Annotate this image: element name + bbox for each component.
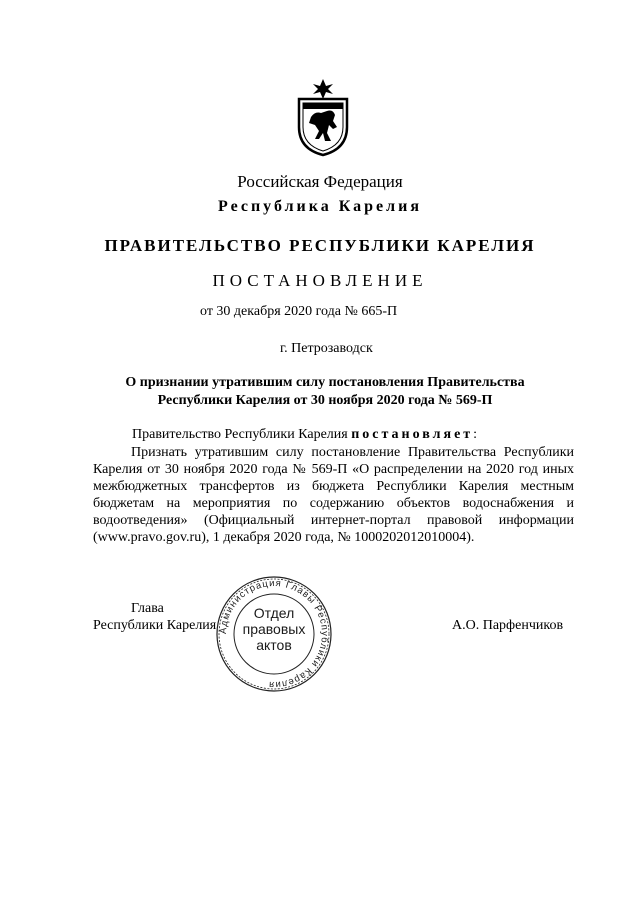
document-title-line1: О признании утратившим силу постановления Правительства xyxy=(125,375,525,390)
karelia-coat-of-arms-icon xyxy=(293,77,353,157)
signatory-title-line1: Глава xyxy=(131,601,164,616)
signatory-title-line2: Республики Карелия xyxy=(93,618,217,633)
document-title xyxy=(120,374,530,410)
government-name: ПРАВИТЕЛЬСТВО РЕСПУБЛИКИ КАРЕЛИЯ xyxy=(104,236,536,255)
intro-prefix: Правительство Республики Карелия xyxy=(132,427,352,442)
document-type: ПОСТАНОВЛЕНИЕ xyxy=(212,271,428,290)
intro-resolves: постановляет xyxy=(351,427,474,442)
stamp-ring-text: Администрация Главы Республики Карелия xyxy=(217,577,331,691)
republic-name: Республика Карелия xyxy=(218,198,422,215)
signatory-name: А.О. Парфенчиков xyxy=(452,618,564,633)
stamp-line3: актов xyxy=(256,637,292,653)
resolution-paragraph: Признать утратившим силу постановление Правительства Республики Карелия от 30 ноября 2020 года № 569-П «О распределении на 2020 год иных межбюджетных трансфертов из бюджета Республики Карелия местным бюджетам на мероприятия по содержанию объектов водоснабжения и водоотведения» (Официальный интернет-портал правовой информации (www.pravo.gov.ru), 1 декабря 2020 года, № 1000202012010004). xyxy=(93,445,574,545)
document-date-number: от 30 декабря 2020 года № 665-П xyxy=(200,304,398,319)
resolution-intro xyxy=(132,427,477,443)
intro-suffix: : xyxy=(473,427,478,442)
stamp-line1: Отдел xyxy=(253,605,295,621)
document-city: г. Петрозаводск xyxy=(280,341,373,356)
document-title-line2: Республики Карелия от 30 ноября 2020 года № 569-П xyxy=(157,393,493,408)
stamp-line2: правовых xyxy=(242,621,306,637)
country-name: Российская Федерация xyxy=(237,172,403,191)
